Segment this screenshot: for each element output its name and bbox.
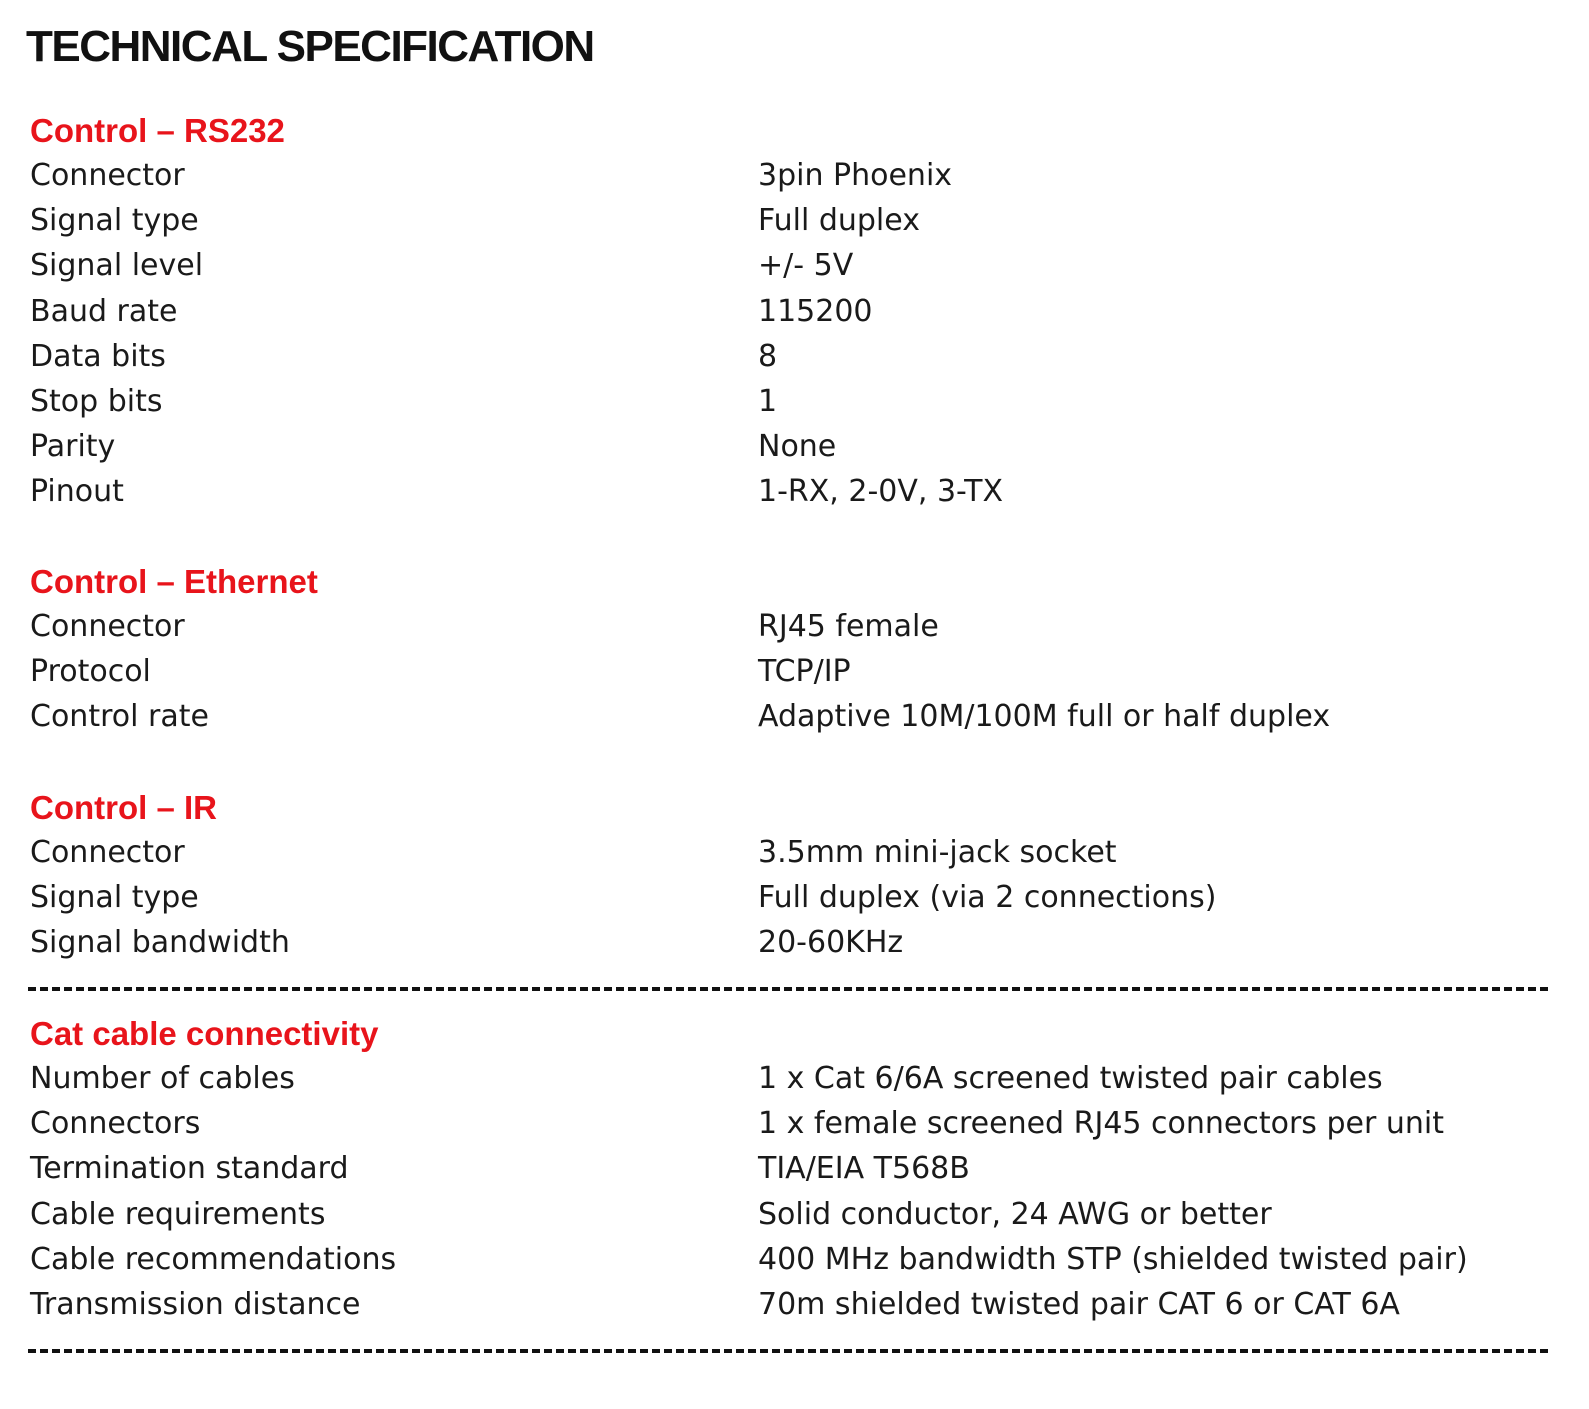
spec-label: Signal type xyxy=(30,880,199,916)
spec-value: 400 MHz bandwidth STP (shielded twisted pair) xyxy=(758,1241,1468,1277)
spec-row xyxy=(30,649,1560,694)
spec-row xyxy=(30,830,1560,875)
spec-row xyxy=(30,198,1560,243)
spec-label: Number of cables xyxy=(30,1061,295,1097)
section-ethernet xyxy=(30,559,1560,740)
spec-label: Cable recommendations xyxy=(30,1241,397,1277)
spec-label: Baud rate xyxy=(30,293,178,329)
spec-label: Stop bits xyxy=(30,384,163,420)
spec-row xyxy=(30,1237,1560,1282)
spec-label: Data bits xyxy=(30,338,166,374)
spec-label: Signal type xyxy=(30,203,199,239)
spec-value: Full duplex xyxy=(758,203,920,239)
spec-row xyxy=(30,875,1560,920)
spec-row xyxy=(30,1282,1560,1327)
spec-value: 115200 xyxy=(758,293,873,329)
spec-label: Connectors xyxy=(30,1106,201,1142)
spec-value: 1-RX, 2-0V, 3-TX xyxy=(758,474,1004,510)
spec-label: Connector xyxy=(30,158,185,194)
spec-label: Protocol xyxy=(30,654,151,690)
spec-label: Connector xyxy=(30,835,185,871)
spec-value: 1 x female screened RJ45 connectors per unit xyxy=(758,1106,1444,1142)
spec-label: Signal level xyxy=(30,248,204,284)
section-rs232 xyxy=(30,108,1560,515)
spec-label: Parity xyxy=(30,429,116,465)
spec-label: Transmission distance xyxy=(30,1287,361,1323)
dashed-divider xyxy=(28,987,1548,991)
section-heading: Control – RS232 xyxy=(30,112,285,149)
spec-label: Control rate xyxy=(30,699,209,735)
spec-label: Cable requirements xyxy=(30,1196,326,1232)
spec-row xyxy=(30,153,1560,198)
spec-row xyxy=(30,379,1560,424)
spec-value: 1 xyxy=(758,384,778,420)
section-cat-cable xyxy=(30,1011,1560,1327)
spec-row xyxy=(30,1192,1560,1237)
spec-row xyxy=(30,1101,1560,1146)
section-heading: Cat cable connectivity xyxy=(30,1015,379,1052)
section-ir xyxy=(30,785,1560,966)
spec-value: TIA/EIA T568B xyxy=(758,1151,970,1187)
spec-row xyxy=(30,1146,1560,1191)
spec-value: 3pin Phoenix xyxy=(758,158,953,194)
spec-row xyxy=(30,469,1560,514)
spec-row xyxy=(30,1056,1560,1101)
spec-value: +/- 5V xyxy=(758,248,854,284)
spec-value: None xyxy=(758,429,837,465)
dashed-divider xyxy=(28,1349,1548,1353)
page-title: TECHNICAL SPECIFICATION xyxy=(26,22,594,71)
spec-value: 1 x Cat 6/6A screened twisted pair cables xyxy=(758,1061,1383,1097)
spec-label: Termination standard xyxy=(30,1151,349,1187)
spec-value: Solid conductor, 24 AWG or better xyxy=(758,1196,1272,1232)
spec-row xyxy=(30,694,1560,739)
spec-value: TCP/IP xyxy=(758,654,851,690)
spec-label: Signal bandwidth xyxy=(30,925,290,961)
spec-value: Adaptive 10M/100M full or half duplex xyxy=(758,699,1331,735)
section-heading: Control – Ethernet xyxy=(30,563,318,600)
section-heading: Control – IR xyxy=(30,789,217,826)
spec-value: 8 xyxy=(758,338,778,374)
spec-row xyxy=(30,334,1560,379)
spec-row xyxy=(30,604,1560,649)
spec-row xyxy=(30,424,1560,469)
spec-label: Connector xyxy=(30,609,185,645)
spec-value: Full duplex (via 2 connections) xyxy=(758,880,1217,916)
spec-value: RJ45 female xyxy=(758,609,939,645)
spec-value: 3.5mm mini-jack socket xyxy=(758,835,1117,871)
spec-row xyxy=(30,920,1560,965)
spec-value: 70m shielded twisted pair CAT 6 or CAT 6A xyxy=(758,1287,1400,1323)
spec-value: 20-60KHz xyxy=(758,925,904,961)
spec-row xyxy=(30,243,1560,288)
spec-label: Pinout xyxy=(30,474,124,510)
spec-row xyxy=(30,289,1560,334)
